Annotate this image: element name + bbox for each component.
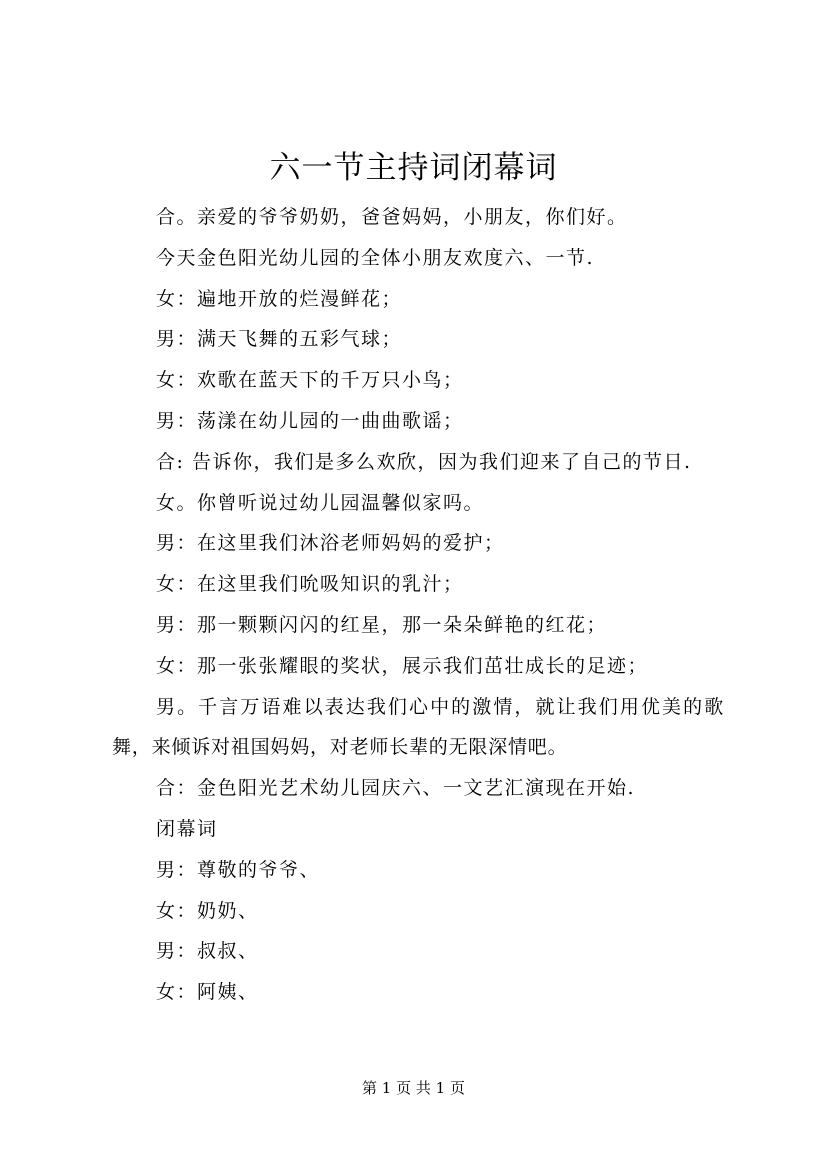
document-body xyxy=(112,197,724,1013)
paragraph: 男：荡漾在幼儿园的一曲曲歌谣； xyxy=(156,409,464,432)
paragraph: 男：在这里我们沐浴老师妈妈的爱护； xyxy=(156,532,505,555)
paragraph: 合：金色阳光艺术幼儿园庆六、一文艺汇演现在开始. xyxy=(156,777,636,800)
paragraph: 男。千言万语难以表达我们心中的激情，就让我们用优美的歌舞，来倾诉对祖国妈妈，对老师长辈的无限深情吧。 xyxy=(112,695,724,759)
document-title: 六一节主持词闭幕词 xyxy=(269,150,558,186)
paragraph: 女：欢歌在蓝天下的千万只小鸟； xyxy=(156,369,464,392)
paragraph: 女：遍地开放的烂漫鲜花； xyxy=(156,287,403,310)
paragraph: 男：满天飞舞的五彩气球； xyxy=(156,328,403,351)
page-number-footer: 第 1 页 共 1 页 xyxy=(362,1079,465,1097)
paragraph: 男：那一颗颗闪闪的红星，那一朵朵鲜艳的红花； xyxy=(156,613,608,636)
paragraph: 女：那一张张耀眼的奖状，展示我们茁壮成长的足迹； xyxy=(156,654,649,677)
paragraph: 女：奶奶、 xyxy=(156,899,259,922)
paragraph: 男：尊敬的爷爷、 xyxy=(156,858,321,881)
section-heading: 闭幕词 xyxy=(156,817,218,840)
paragraph: 女：阿姨、 xyxy=(156,981,259,1004)
paragraph: 女：在这里我们吮吸知识的乳汁； xyxy=(156,573,464,596)
paragraph: 今天金色阳光幼儿园的全体小朋友欢度六、一节. xyxy=(156,246,595,269)
paragraph: 女。你曾听说过幼儿园温馨似家吗。 xyxy=(156,491,485,514)
paragraph: 合。亲爱的爷爷奶奶，爸爸妈妈，小朋友，你们好。 xyxy=(156,206,628,228)
paragraph: 合: 告诉你，我们是多么欢欣，因为我们迎来了自己的节日. xyxy=(156,450,692,473)
paragraph: 男：叔叔、 xyxy=(156,940,259,963)
